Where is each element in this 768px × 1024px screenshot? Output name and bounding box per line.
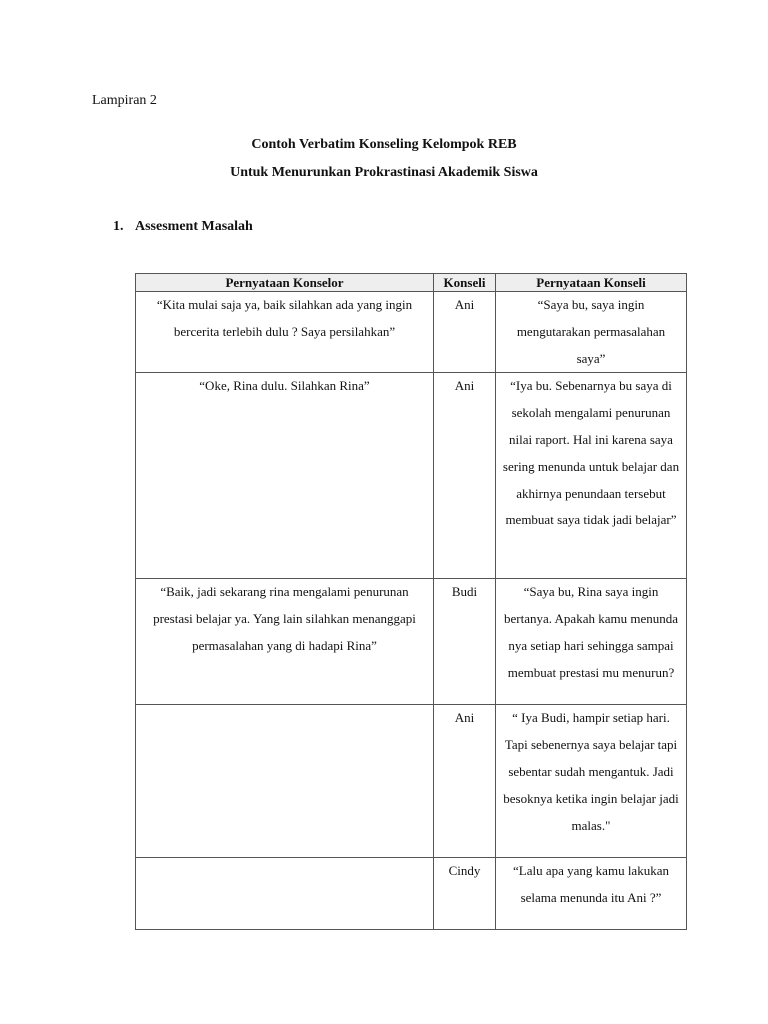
table-row: [136, 858, 687, 930]
cell-konseli: Ani: [434, 292, 496, 373]
document-subtitle: Untuk Menurunkan Prokrastinasi Akademik Siswa: [230, 165, 538, 180]
cell-konselor: “Kita mulai saja ya, baik silahkan ada yang ingin bercerita terlebih dulu ? Saya persilahkan”: [136, 292, 434, 373]
cell-pernyataan: “Saya bu, Rina saya ingin bertanya. Apakah kamu menunda nya setiap hari sehingga sampai membuat prestasi mu menurun?: [496, 579, 687, 705]
header-pernyataan-konseli: Pernyataan Konseli: [496, 274, 687, 292]
cell-konseli: Ani: [434, 705, 496, 858]
verbatim-table: [135, 273, 687, 930]
cell-konseli: Ani: [434, 373, 496, 579]
section-number: 1.: [113, 219, 124, 234]
table-row: [136, 292, 687, 373]
section-heading: [113, 219, 253, 235]
cell-konselor: “Baik, jadi sekarang rina mengalami penurunan prestasi belajar ya. Yang lain silahkan menanggapi permasalahan yang di hadapi Rina”: [136, 579, 434, 705]
cell-pernyataan: “Lalu apa yang kamu lakukan selama menunda itu Ani ?”: [496, 858, 687, 930]
cell-konselor: [136, 858, 434, 930]
header-pernyataan-konselor: Pernyataan Konselor: [136, 274, 434, 292]
cell-pernyataan: “ Iya Budi, hampir setiap hari. Tapi sebenernya saya belajar tapi sebentar sudah mengantuk. Jadi besoknya ketika ingin belajar jadi malas.": [496, 705, 687, 858]
header-konseli: Konseli: [434, 274, 496, 292]
table-row: [136, 705, 687, 858]
cell-konseli: Budi: [434, 579, 496, 705]
cell-pernyataan: “Saya bu, saya ingin mengutarakan permasalahan saya”: [496, 292, 687, 373]
document-title: Contoh Verbatim Konseling Kelompok REB: [251, 137, 517, 152]
page-label: Lampiran 2: [92, 93, 157, 108]
cell-konselor: [136, 705, 434, 858]
table-row: [136, 579, 687, 705]
section-title: Assesment Masalah: [135, 219, 253, 234]
table-row: [136, 373, 687, 579]
cell-pernyataan: “Iya bu. Sebenarnya bu saya di sekolah mengalami penurunan nilai raport. Hal ini karena saya sering menunda untuk belajar dan akhirnya penundaan tersebut membuat saya tidak jadi belajar”: [496, 373, 687, 579]
cell-konselor: “Oke, Rina dulu. Silahkan Rina”: [136, 373, 434, 579]
cell-konseli: Cindy: [434, 858, 496, 930]
table-header-row: [136, 274, 687, 292]
